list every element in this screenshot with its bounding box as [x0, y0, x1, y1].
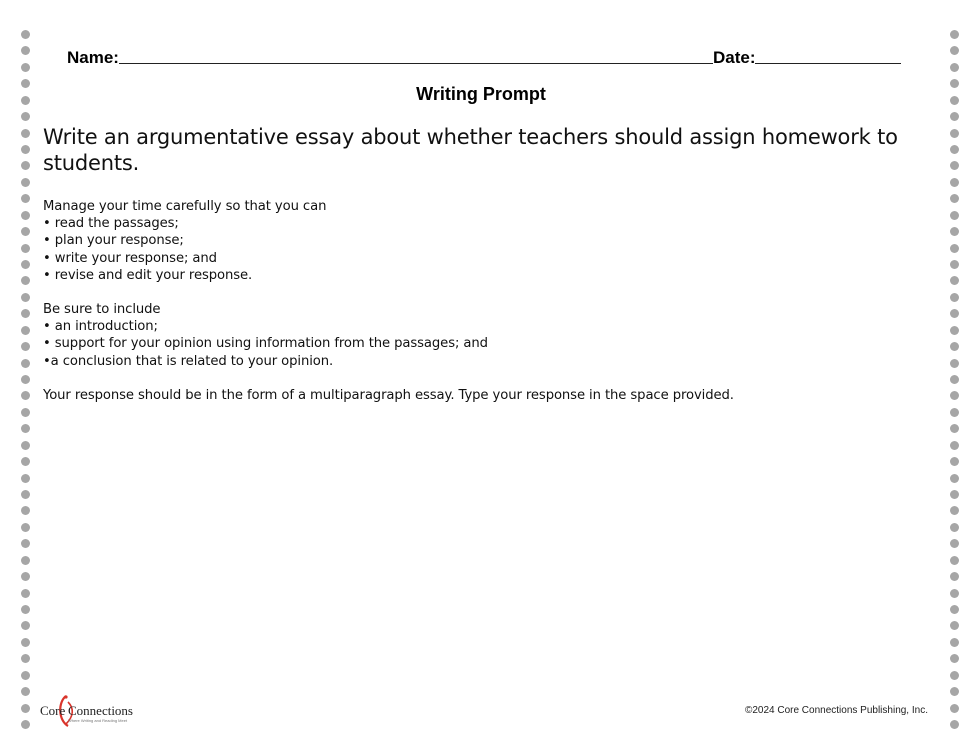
binder-hole [21, 375, 30, 384]
binder-hole [950, 227, 959, 236]
logo-word-connections: Connections [68, 703, 133, 718]
binder-hole [21, 391, 30, 400]
binder-hole [950, 424, 959, 433]
binder-hole [950, 309, 959, 318]
binder-hole [950, 704, 959, 713]
binder-hole [950, 687, 959, 696]
binder-hole [21, 63, 30, 72]
binder-hole [21, 293, 30, 302]
manage-time-section [43, 198, 923, 284]
binder-hole [21, 194, 30, 203]
binder-hole [950, 638, 959, 647]
binder-hole [950, 572, 959, 581]
binder-hole [21, 687, 30, 696]
binder-hole [21, 276, 30, 285]
binder-hole [21, 211, 30, 220]
binder-hole [21, 408, 30, 417]
binder-hole [950, 391, 959, 400]
binder-hole [21, 161, 30, 170]
binder-hole [950, 63, 959, 72]
binder-hole [950, 276, 959, 285]
binder-hole [950, 408, 959, 417]
binder-hole [950, 194, 959, 203]
binder-hole [21, 720, 30, 729]
date-label: Date: [712, 48, 756, 67]
include-intro: Be sure to include [43, 302, 161, 317]
binder-hole [950, 342, 959, 351]
binder-hole [21, 46, 30, 55]
binder-hole [21, 178, 30, 187]
binder-hole [950, 326, 959, 335]
binder-hole [21, 227, 30, 236]
binder-hole [21, 30, 30, 39]
binder-hole [950, 720, 959, 729]
binder-hole [950, 441, 959, 450]
binder-hole [21, 457, 30, 466]
binder-hole [950, 112, 959, 121]
list-item: • read the passages; [43, 216, 179, 232]
binder-hole [21, 605, 30, 614]
binder-hole [21, 326, 30, 335]
binder-hole [950, 244, 959, 253]
binder-hole [950, 260, 959, 269]
date-blank[interactable] [755, 62, 901, 64]
binder-hole [21, 523, 30, 532]
binder-hole [950, 589, 959, 598]
name-blank[interactable] [119, 62, 713, 64]
binder-holes-left [19, 30, 33, 720]
name-label: Name: [67, 48, 119, 67]
binder-hole [950, 523, 959, 532]
binder-hole [21, 441, 30, 450]
binder-hole [950, 506, 959, 515]
binder-hole [21, 129, 30, 138]
binder-hole [950, 539, 959, 548]
list-item: • write your response; and [43, 250, 217, 266]
binder-hole [950, 211, 959, 220]
binder-hole [950, 46, 959, 55]
binder-hole [21, 654, 30, 663]
binder-hole [21, 556, 30, 565]
binder-hole [21, 359, 30, 368]
binder-hole [21, 704, 30, 713]
logo-word-core: Core [40, 703, 66, 718]
binder-hole [950, 293, 959, 302]
binder-hole [21, 572, 30, 581]
binder-hole [950, 359, 959, 368]
binder-hole [950, 161, 959, 170]
binder-hole [21, 424, 30, 433]
response-instructions: Your response should be in the form of a multiparagraph essay. Type your response in the space provided. [43, 388, 734, 403]
list-item: • revise and edit your response. [43, 267, 253, 283]
essay-question: Write an argumentative essay about whether teachers should assign homework to students. [43, 125, 898, 175]
binder-hole [950, 490, 959, 499]
binder-hole [950, 30, 959, 39]
binder-hole [21, 112, 30, 121]
binder-holes-right [948, 30, 962, 720]
binder-hole [950, 671, 959, 680]
page-title: Writing Prompt [416, 84, 546, 104]
binder-hole [950, 605, 959, 614]
include-section [43, 301, 923, 370]
binder-hole [950, 129, 959, 138]
binder-hole [950, 178, 959, 187]
logo-tagline: Where Writing and Reading Meet [68, 718, 128, 723]
binder-hole [21, 589, 30, 598]
binder-hole [21, 260, 30, 269]
list-item: • an introduction; [43, 319, 158, 335]
binder-hole [950, 145, 959, 154]
binder-hole [21, 474, 30, 483]
binder-hole [950, 375, 959, 384]
binder-hole [21, 309, 30, 318]
list-item: • plan your response; [43, 233, 184, 249]
binder-hole [950, 457, 959, 466]
binder-hole [21, 490, 30, 499]
binder-hole [21, 621, 30, 630]
binder-hole [21, 638, 30, 647]
binder-hole [21, 244, 30, 253]
list-item: •a conclusion that is related to your opinion. [43, 353, 334, 369]
binder-hole [21, 506, 30, 515]
core-connections-logo [40, 694, 160, 730]
manage-intro: Manage your time carefully so that you can [43, 199, 327, 214]
binder-hole [21, 342, 30, 351]
copyright-notice: ©2024 Core Connections Publishing, Inc. [744, 705, 928, 716]
binder-hole [950, 654, 959, 663]
binder-hole [950, 621, 959, 630]
binder-hole [950, 474, 959, 483]
name-date-line [67, 44, 909, 68]
binder-hole [950, 556, 959, 565]
binder-hole [21, 145, 30, 154]
list-item: • support for your opinion using information from the passages; and [43, 336, 488, 352]
binder-hole [21, 539, 30, 548]
binder-hole [21, 671, 30, 680]
